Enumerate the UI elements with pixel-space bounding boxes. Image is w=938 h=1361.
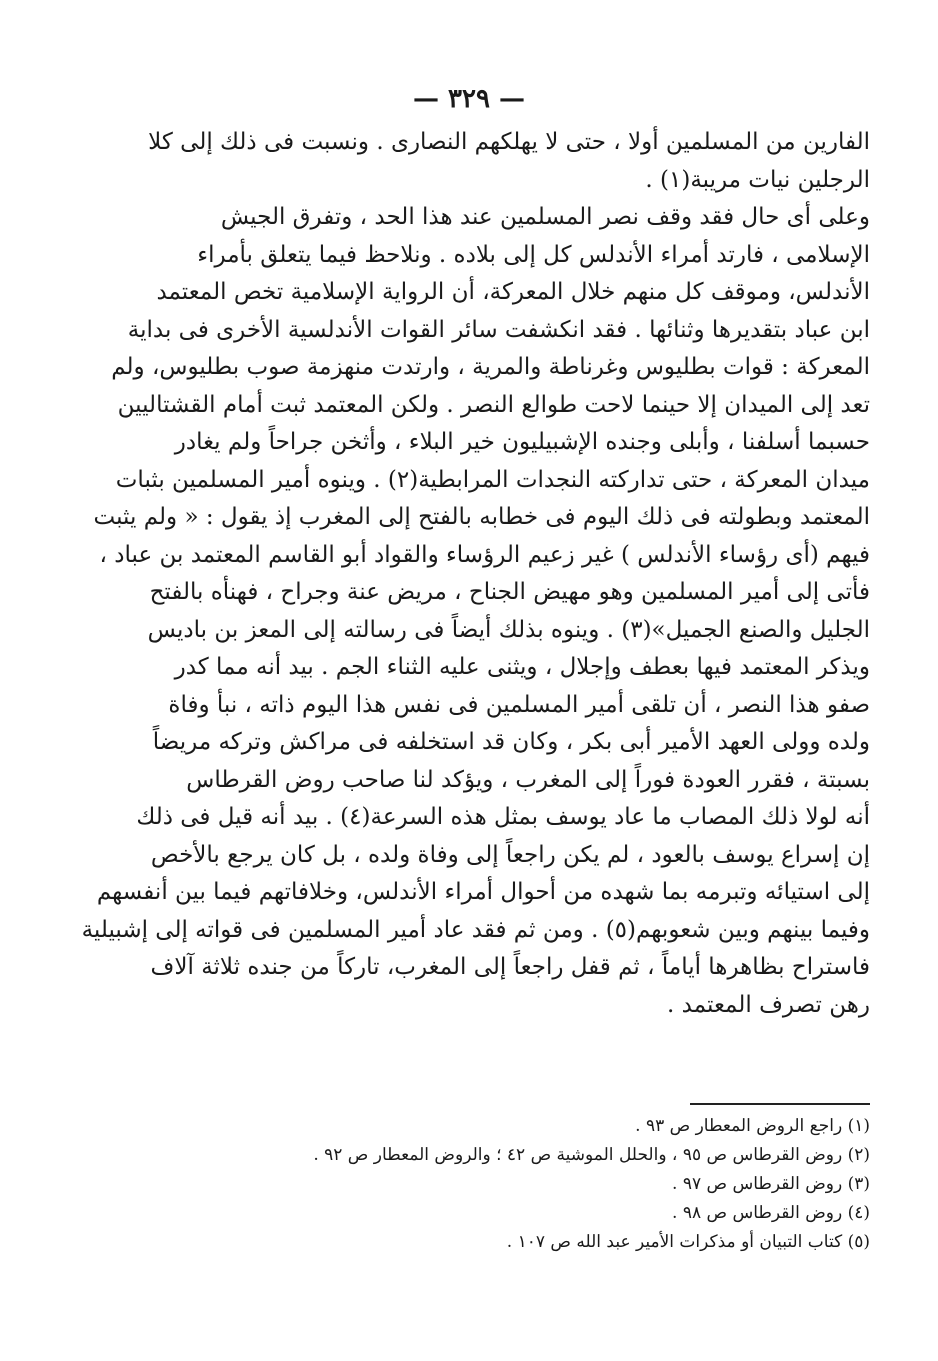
body-line: ولده وولى العهد الأمير أبى بكر ، وكان قد استخلفه فى مراكش وتركه مريضاً	[152, 729, 870, 755]
body-line: إن إسراع يوسف بالعود ، لم يكن راجعاً إلى وفاة ولده ، بل كان يرجع بالأخص	[150, 841, 870, 868]
body-line: تعد إلى الميدان إلا حينما لاحت طوالع النصر . ولكن المعتمد ثبت أمام القشتاليين	[117, 391, 870, 418]
body-line: الرجلين نيات مريبة(١) .	[645, 166, 870, 193]
footnote-1: (١) راجع الروض المعطار ص ٩٣ .	[635, 1116, 870, 1136]
body-line: إلى استيائه وتبرمه بما شهده من أحوال أمراء الأندلس، وخلافاتهم فيما بين أنفسهم	[96, 879, 870, 905]
page-number: — ٣٢٩ —	[412, 84, 526, 114]
body-line: الجليل والصنع الجميل»(٣) . وينوه بذلك أيضاً فى رسالته إلى المعز بن باديس	[147, 616, 870, 643]
body-line: الأندلس، وموقف كل منهم خلال المعركة، أن الرواية الإسلامية تخص المعتمد	[156, 279, 870, 305]
body-line: وفيما بينهم وبين شعوبهم(٥) . ومن ثم فقد عاد أمير المسلمين فى قواته إلى إشبيلية	[81, 916, 870, 943]
body-line: حسبما أسلفنا ، وأبلى وجنده الإشبيليون خير البلاء ، وأثخن جراحاً ولم يغادر	[174, 429, 870, 455]
footnote-3: (٣) روض القرطاس ص ٩٧ .	[672, 1174, 870, 1194]
body-line: ابن عباد بتقديرها وثنائها . فقد انكشفت سائر القوات الأندلسية الأخرى فى بداية	[127, 316, 870, 343]
body-line: أنه لولا ذلك المصاب ما عاد يوسف بمثل هذه السرعة(٤) . بيد أنه قيل فى ذلك	[136, 804, 870, 830]
footnote-5: (٥) كتاب التبيان أو مذكرات الأمير عبد الله ص ١٠٧ .	[506, 1232, 870, 1252]
body-line: بسبتة ، فقرر العودة فوراً إلى المغرب ، ويؤكد لنا صاحب روض القرطاس	[186, 766, 870, 793]
body-line: فأتى إلى أمير المسلمين وهو مهيض الجناح ، مريض عنة وجراح ، فهنأه بالفتح	[149, 579, 870, 605]
body-line: ميدان المعركة ، حتى تداركته النجدات المرابطية(٢) . وينوه أمير المسلمين بثبات	[115, 466, 870, 493]
body-line: فيهم (أى رؤساء الأندلس ) غير زعيم الرؤساء والقواد أبو القاسم المعتمد بن عباد ،	[99, 541, 870, 568]
body-line: صفو هذا النصر ، أن تلقى أمير المسلمين فى نفس هذا اليوم ذاته ، نبأ وفاة	[168, 691, 870, 718]
footnote-2: (٢) روض القرطاس ص ٩٥ ، والحلل الموشية ص ٤٢ ؛ والروض المعطار ص ٩٢ .	[313, 1145, 870, 1165]
body-line: وعلى أى حال فقد وقف نصر المسلمين عند هذا الحد ، وتفرق الجيش	[220, 204, 870, 230]
footnotes	[170, 1112, 870, 1257]
body-line: الفارين من المسلمين أولا ، حتى لا يهلكهم النصارى . ونسبت فى ذلك إلى كلا	[148, 129, 870, 155]
body-line: فاستراح بظاهرها أياماً ، ثم قفل راجعاً إلى المغرب، تاركاً من جنده ثلاثة آلاف	[150, 954, 870, 980]
body-line: ويذكر المعتمد فيها بعطف وإجلال ، ويثنى عليه الثناء الجم . بيد أنه مما كدر	[174, 654, 870, 680]
body-line: المعركة : قوات بطليوس وغرناطة والمرية ، وارتدت منهزمة صوب بطليوس، ولم	[111, 354, 870, 380]
footnote-4: (٤) روض القرطاس ص ٩٨ .	[672, 1203, 870, 1223]
body-line: رهن تصرف المعتمد .	[667, 991, 870, 1018]
body-line: المعتمد وبطولته فى ذلك اليوم فى خطابه بالفتح إلى المغرب إذ يقول : « ولم يثبت	[93, 504, 870, 530]
body-line: الإسلامى ، فارتد أمراء الأندلس كل إلى بلاده . ونلاحظ فيما يتعلق بأمراء	[197, 241, 870, 268]
footnote-divider	[690, 1103, 870, 1105]
body-text	[81, 124, 870, 1024]
